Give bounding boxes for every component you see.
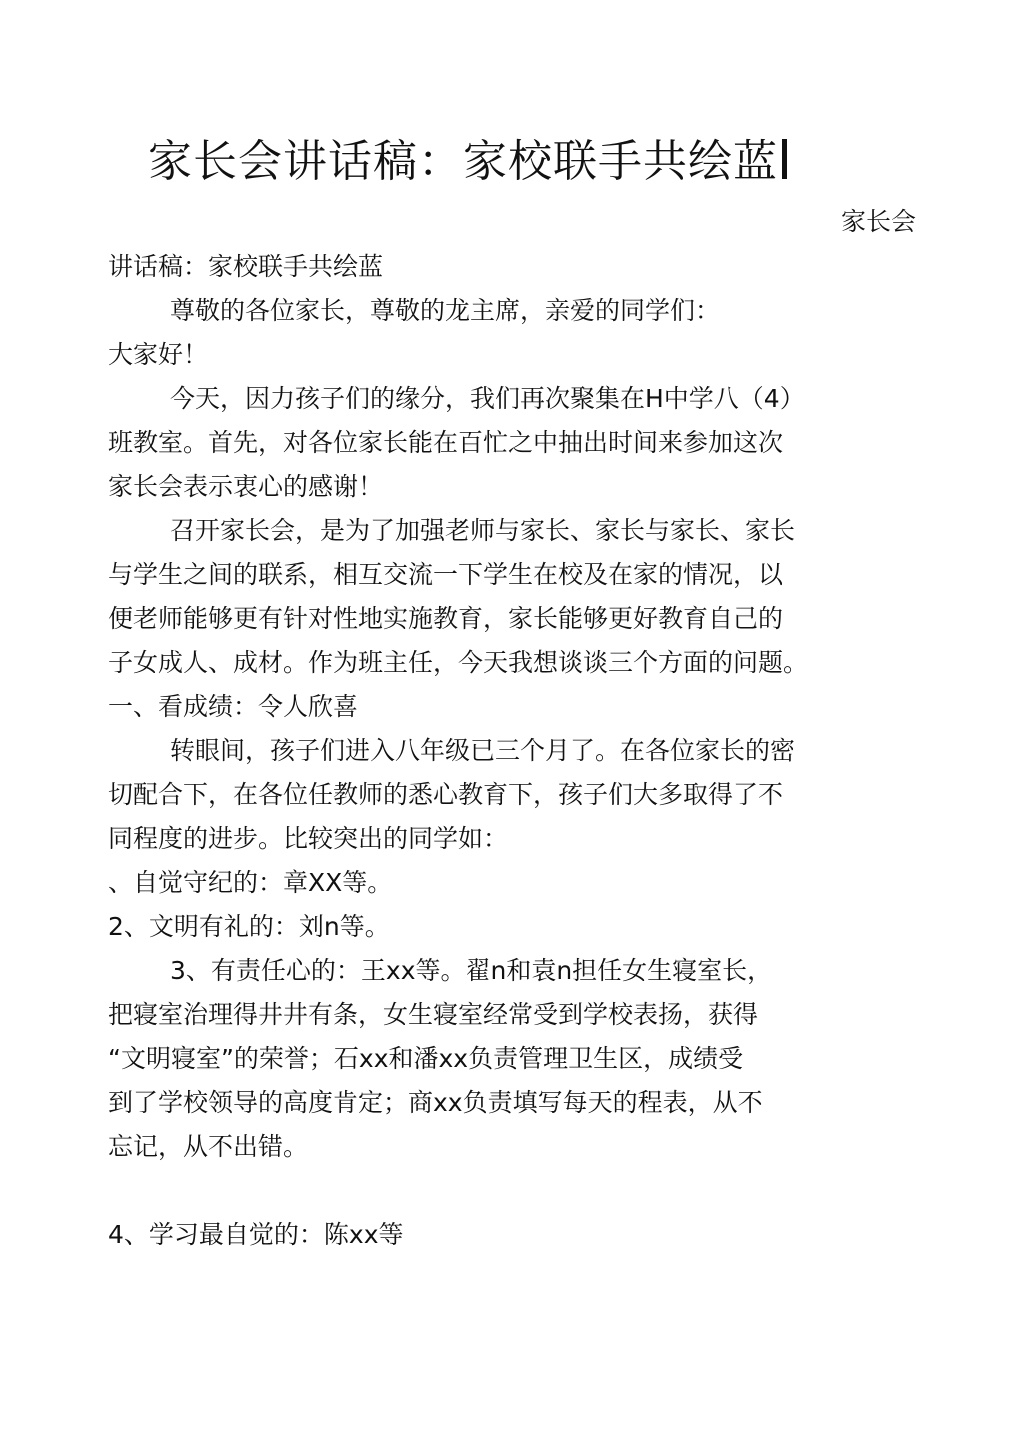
paragraph-line: 切配合下，在各位任教师的悉心教育下，孩子们大多取得了不 (108, 780, 784, 809)
paragraph-line: 便老师能够更有针对性地实施教育，家长能够更好教育自己的 (108, 604, 784, 633)
paragraph-line: 到了学校领导的高度肯定；商xx负责填写每天的程表，从不 (108, 1088, 763, 1117)
paragraph-line: 同程度的进步。比较突出的同学如： (108, 824, 509, 853)
list-item: 3、有责任心的：王xx等。翟n和袁n担任女生寝室长， (170, 956, 773, 985)
paragraph-line: 与学生之间的联系，相互交流一下学生在校及在家的情况，以 (108, 560, 784, 589)
greeting: 大家好！ (108, 340, 209, 369)
paragraph-gap (108, 1169, 888, 1213)
document-title (148, 132, 787, 192)
list-item: 4、学习最自觉的：陈xx等 (108, 1220, 404, 1249)
paragraph-line: 子女成人、成材。作为班主任，今天我想谈谈三个方面的问题。 (108, 648, 809, 677)
title-text: 家长会讲话稿：家校联手共绘蓝 (148, 136, 778, 187)
list-item: 2、文明有礼的：刘n等。 (108, 912, 390, 941)
list-item: 、自觉守纪的：章XX等。 (108, 868, 393, 897)
paragraph-line: “文明寝室”的荣誉；石xx和潘xx负责管理卫生区，成绩受 (108, 1044, 744, 1073)
paragraph-line: 召开家长会，是为了加强老师与家长、家长与家长、家长 (170, 516, 796, 545)
category-tag: 家长会 (840, 207, 916, 236)
paragraph-line: 转眼间，孩子们进入八年级已三个月了。在各位家长的密 (170, 736, 796, 765)
paragraph-line: 忘记，从不出错。 (108, 1132, 309, 1161)
section-heading: 一、看成绩：令人欣喜 (108, 692, 359, 721)
document-body (108, 245, 888, 1257)
salutation: 尊敬的各位家长，尊敬的龙主席，亲爱的同学们： (170, 296, 721, 325)
paragraph-line: 今天，因力孩子们的缘分，我们再次聚集在H中学八（4） (170, 384, 805, 413)
paragraph-line: 把寝室治理得井井有条，女生寝室经常受到学校表扬，获得 (108, 1000, 759, 1029)
text-cursor-mark (782, 139, 787, 179)
subtitle-line: 讲话稿：家校联手共绘蓝 (108, 252, 384, 281)
paragraph-line: 家长会表示衷心的感谢！ (108, 472, 384, 501)
paragraph-line: 班教室。首先，对各位家长能在百忙之中抽出时间来参加这次 (108, 428, 784, 457)
